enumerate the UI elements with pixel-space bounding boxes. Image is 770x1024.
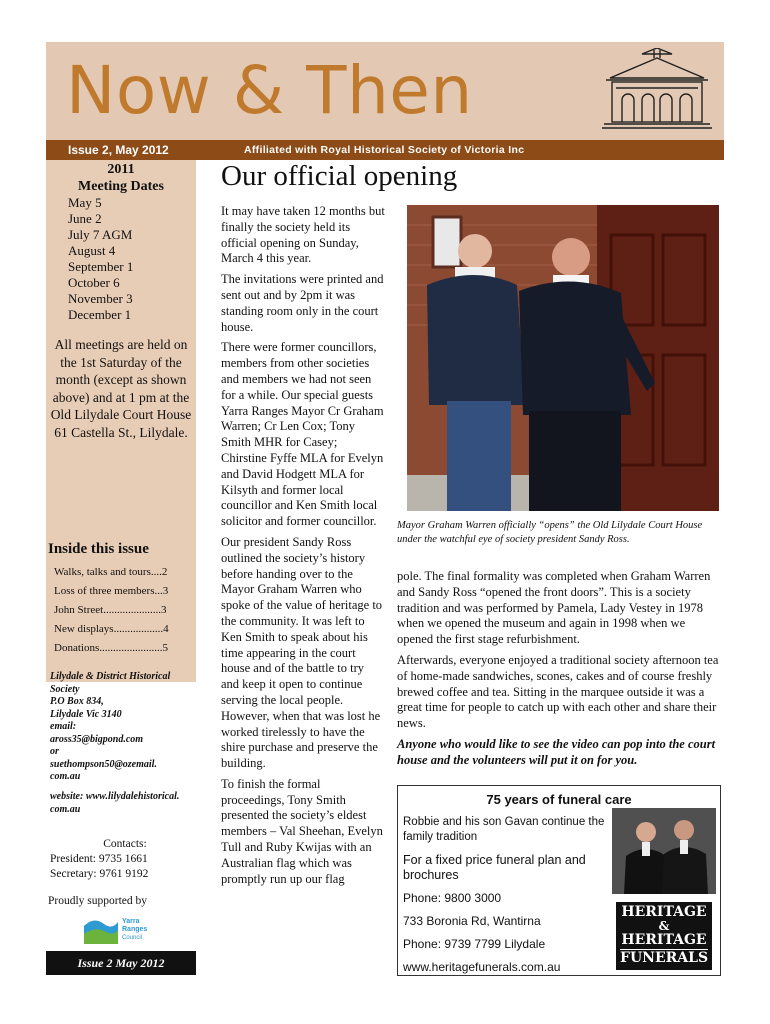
ad-tagline: Robbie and his son Gavan continue the family tradition bbox=[403, 816, 605, 843]
yarra-ranges-logo bbox=[84, 914, 156, 944]
logo-text: Ranges bbox=[122, 926, 148, 933]
meeting-date: June 2 bbox=[68, 211, 102, 226]
logo-text: Council bbox=[122, 935, 143, 941]
article-paragraph: It may have taken 12 months but finally the society held its official opening on Sunday, March 4 this year. bbox=[221, 204, 385, 266]
meeting-info: All meetings are held on the 1st Saturday of the month (except as shown above) and at 1 pm at the Old Lilydale Court House 61 Castella St., Lilydale. bbox=[50, 337, 192, 440]
issue-bar bbox=[46, 140, 724, 160]
article-paragraph: The invitations were printed and sent out and by 2pm it was standing room only in the court house. bbox=[221, 272, 384, 334]
email-link[interactable]: suethompson50@ozemail. bbox=[50, 758, 157, 770]
toc-item[interactable]: Loss of three members...3 bbox=[54, 585, 169, 597]
ad-photo bbox=[612, 808, 716, 894]
meeting-date: December 1 bbox=[68, 307, 132, 322]
address-line: Lilydale & District Historical Society bbox=[50, 671, 171, 695]
ad-offer: For a fixed price funeral plan and brochures bbox=[403, 853, 586, 882]
article-paragraph: To finish the formal proceedings, Tony Smith presented the society’s eldest members – Val Sheehan, Evelyn Tull and Ruby Kwijas with an Australian flag which was promptly run up our flag bbox=[221, 776, 383, 886]
funeral-ad bbox=[397, 785, 721, 976]
ad-title: 75 years of funeral care bbox=[486, 792, 632, 807]
meeting-dates-list bbox=[68, 195, 133, 323]
affiliation-label: Affiliated with Royal Historical Society of Victoria Inc bbox=[244, 144, 525, 156]
logo-line: HERITAGE bbox=[621, 932, 707, 948]
table-of-contents bbox=[54, 563, 194, 658]
logo-line: HERITAGE bbox=[621, 904, 707, 920]
article-column-2 bbox=[397, 569, 723, 774]
article-paragraph: There were former councillors, members from other societies and members we had not seen for a while. Our special guests Yarra Ranges Mayor Cr Graham Warren; Cr Len Cox; Tony Smith MHR for Casey; Chirstine Fyffe MLA for Evelyn and David Hodgett MLA for Kilsyth and former local councillor and Ken Smith local solicitor and former councillor. bbox=[221, 340, 384, 529]
ad-phone: Phone: 9739 7799 Lilydale bbox=[403, 937, 546, 951]
article-paragraph: Afterwards, everyone enjoyed a traditional society afternoon tea of home-made sandwiches, scones, cakes and of course freshly brewed coffee and tea. Sitting in the marquee outside it was a great time for people to catch up with each other and share their news. bbox=[397, 652, 719, 731]
inside-issue-heading: Inside this issue bbox=[48, 541, 149, 557]
address-line: or bbox=[50, 746, 59, 757]
logo-line: FUNERALS bbox=[620, 950, 709, 966]
society-website[interactable] bbox=[50, 791, 200, 816]
contacts-heading: Contacts: bbox=[103, 838, 147, 850]
meeting-heading: Meeting Dates bbox=[78, 179, 164, 194]
address-line: P.O Box 834, bbox=[50, 696, 104, 707]
newsletter-title: Now & Then bbox=[66, 52, 473, 129]
heritage-funerals-logo bbox=[616, 902, 712, 970]
video-note: Anyone who would like to see the video can pop into the court house and the volunteers will put it on for you. bbox=[397, 736, 716, 767]
meeting-date: August 4 bbox=[68, 243, 116, 258]
meeting-date: October 6 bbox=[68, 275, 120, 290]
article-column-1 bbox=[221, 204, 385, 892]
article-paragraph: pole. The final formality was completed when Graham Warren and Sandy Ross “opened the front doors”. This is a society tradition and was performed by Pamela, Lady Vestey in 1978 when we opened the museum and again in 1998 when we opened the first stage refurbishment. bbox=[397, 569, 711, 647]
logo-line: & bbox=[658, 919, 670, 933]
ad-website-link[interactable]: www.heritagefunerals.com.au bbox=[403, 960, 561, 974]
address-line: Lilydale Vic 3140 bbox=[50, 708, 122, 720]
toc-item[interactable]: Walks, talks and tours....2 bbox=[54, 566, 168, 578]
toc-item[interactable]: Donations.......................5 bbox=[54, 642, 168, 654]
address-line: email: bbox=[50, 721, 77, 732]
contacts bbox=[50, 837, 200, 882]
article-headline: Our official opening bbox=[221, 160, 458, 192]
opening-photo bbox=[407, 205, 719, 511]
meeting-year: 2011 bbox=[107, 162, 135, 177]
logo-text: Yarra bbox=[122, 918, 140, 925]
email-link[interactable]: aross35@bigpond.com bbox=[50, 733, 144, 745]
masthead bbox=[46, 42, 724, 140]
meeting-date: November 3 bbox=[68, 291, 133, 306]
meeting-date: May 5 bbox=[68, 195, 102, 210]
meeting-date: September 1 bbox=[68, 259, 134, 274]
photo-caption: Mayor Graham Warren officially “opens” the Old Lilydale Court House under the watchful eye of society president Sandy Ross. bbox=[397, 520, 703, 545]
issue-label: Issue 2, May 2012 bbox=[68, 143, 169, 157]
ad-phone: Phone: 9800 3000 bbox=[403, 891, 502, 905]
meeting-date: July 7 AGM bbox=[68, 227, 133, 242]
article-paragraph: Our president Sandy Ross outlined the society’s history before handing over to the Mayor Graham Warren who spoke of the value of heritage to the community. It was left to Ken Smith to speak about his time appearing in the court house and of the battle to try and keep it open to continue serving the local people. However, when that was lost he worked tirelessly to have the shire purchase and preserve the building. bbox=[221, 534, 383, 771]
toc-item[interactable]: New displays..................4 bbox=[54, 623, 169, 635]
supported-by-label: Proudly supported by bbox=[48, 895, 148, 907]
website-line[interactable]: com.au bbox=[50, 803, 81, 815]
toc-item[interactable]: John Street.....................3 bbox=[54, 604, 167, 616]
secretary-phone: Secretary: 9761 9192 bbox=[50, 868, 149, 880]
email-link[interactable]: com.au bbox=[50, 771, 81, 782]
society-address bbox=[50, 671, 200, 784]
ad-address: 733 Boronia Rd, Wantirna bbox=[403, 914, 541, 928]
courthouse-logo-icon bbox=[602, 48, 712, 130]
footer-issue-label: Issue 2 May 2012 bbox=[46, 951, 196, 975]
president-phone: President: 9735 1661 bbox=[50, 853, 148, 865]
website-line[interactable]: website: www.lilydalehistorical. bbox=[50, 791, 180, 802]
